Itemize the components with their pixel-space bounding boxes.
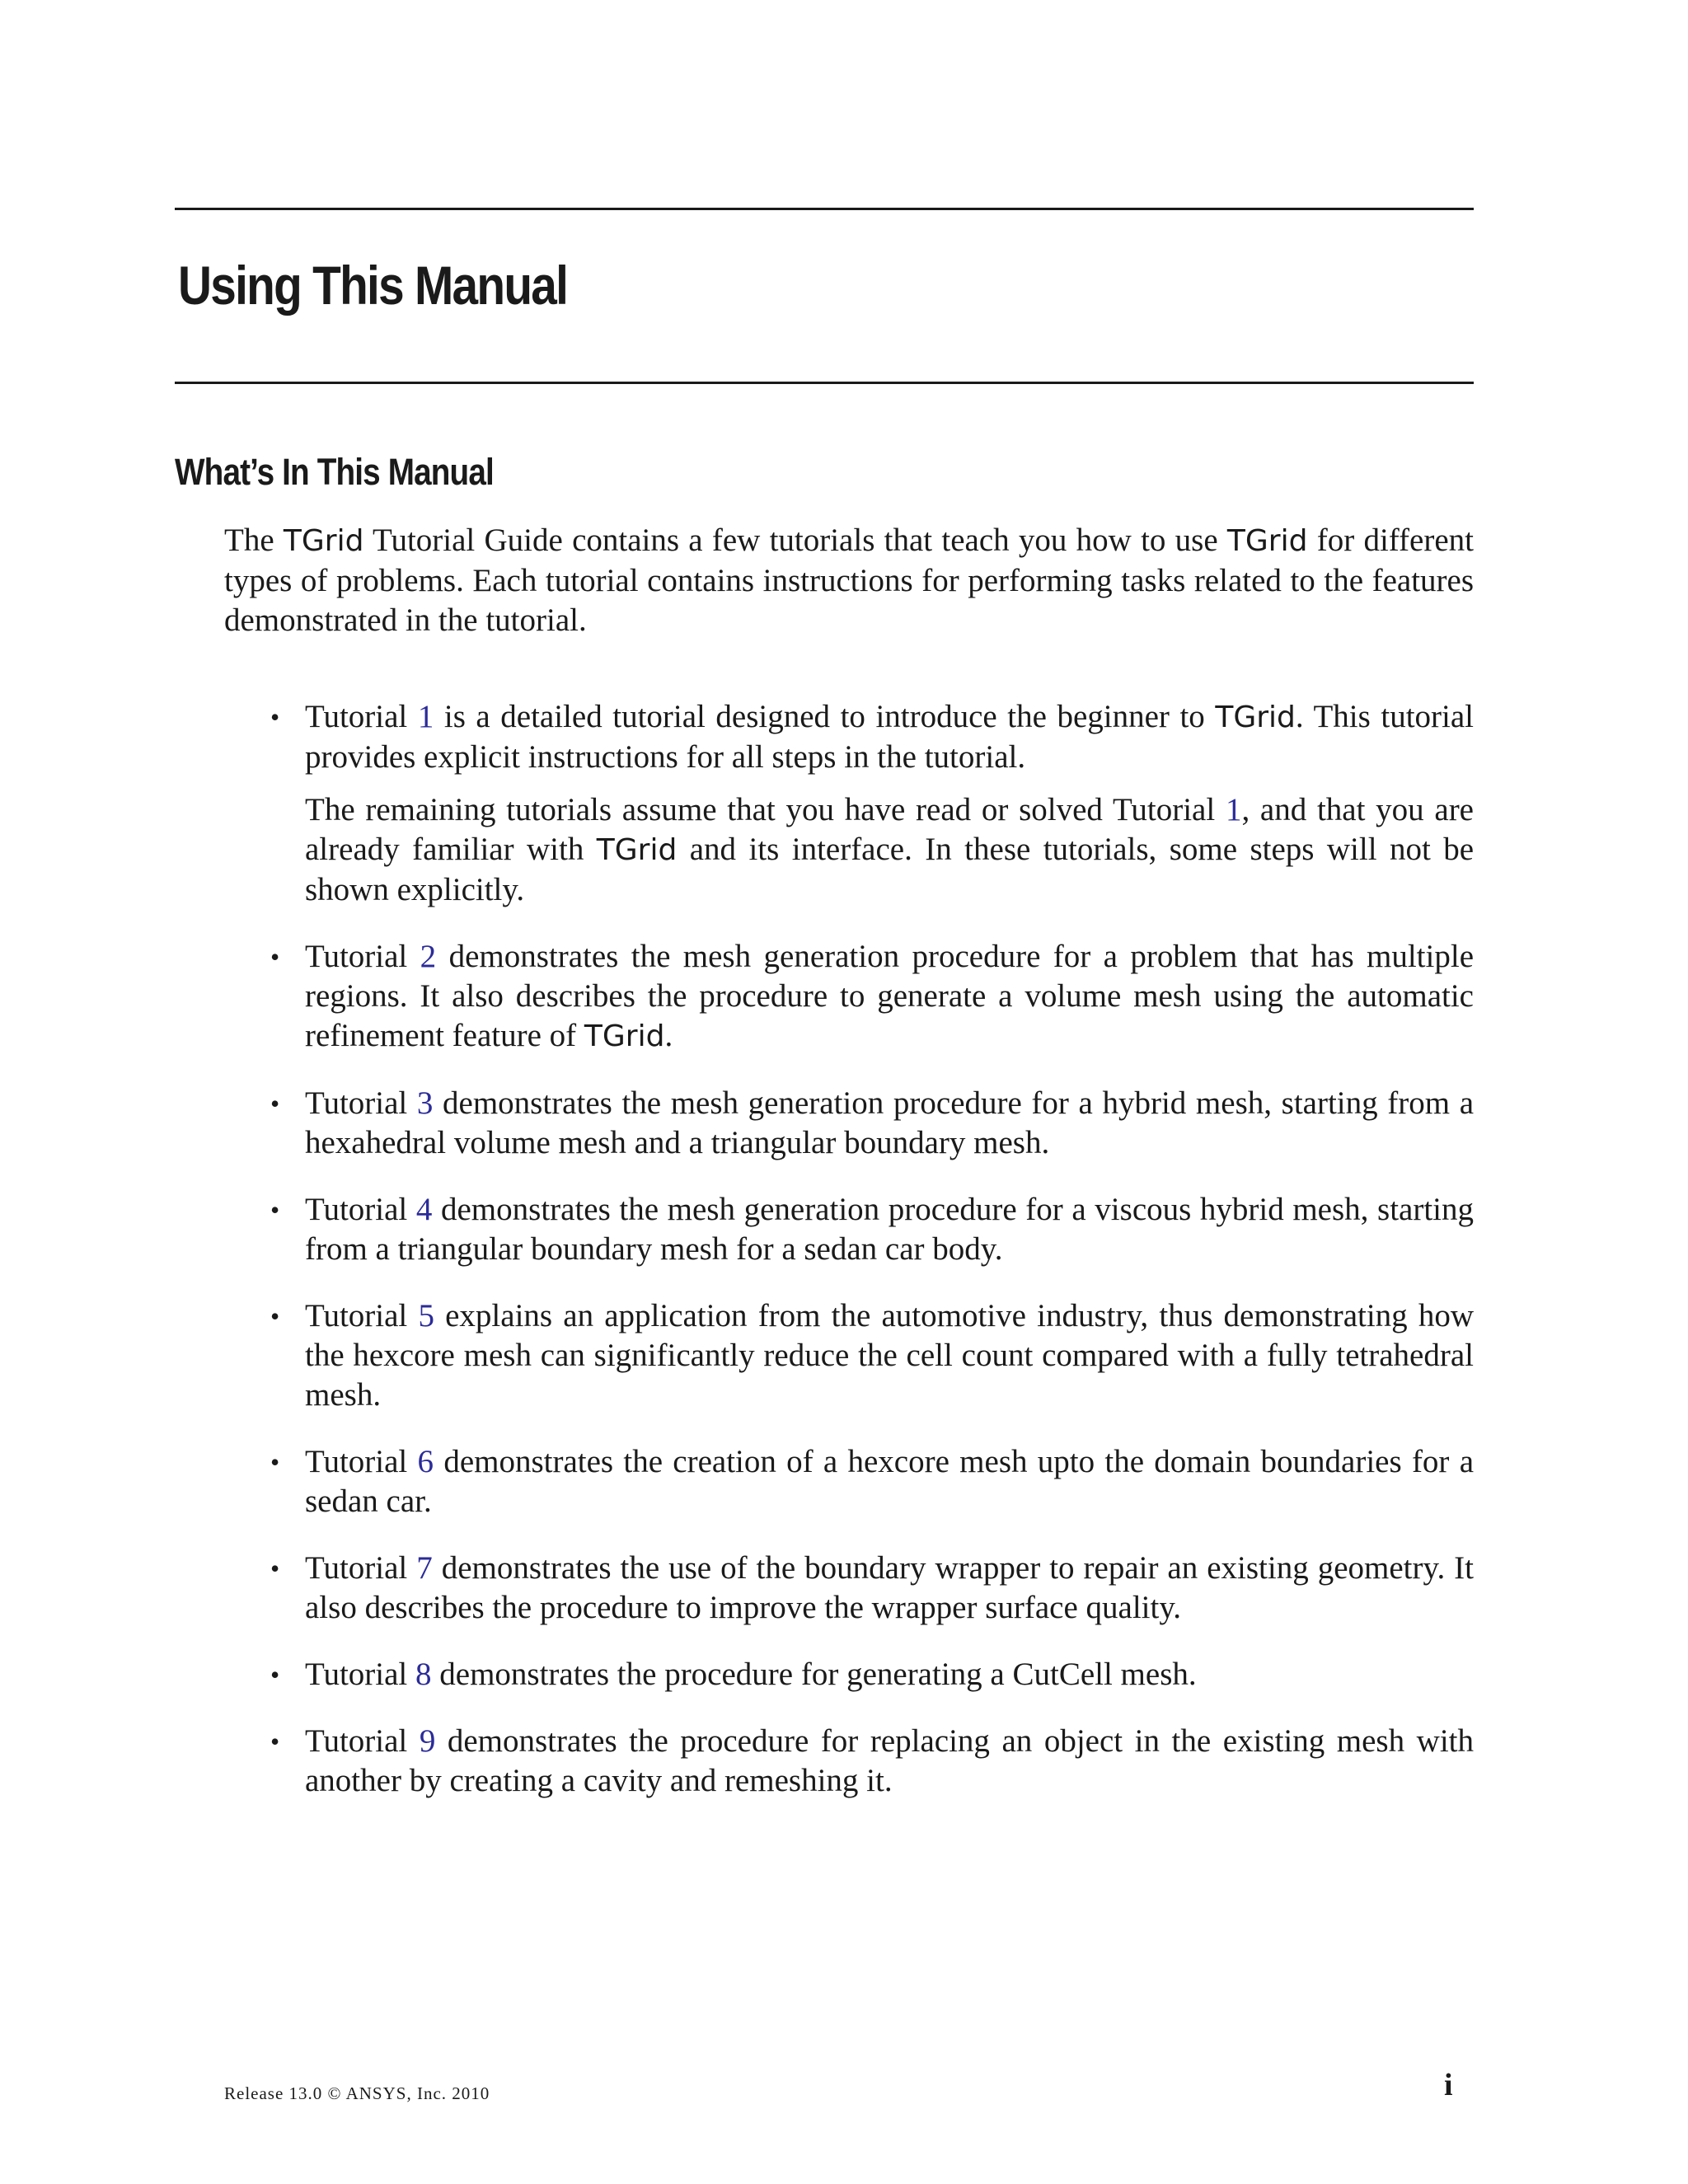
tutorial-item-5 <box>270 1296 1474 1415</box>
tutorial-word: Tutorial <box>305 1085 408 1121</box>
product-name: TGrid <box>1215 701 1296 734</box>
tutorial-text: demonstrates the use of the boundary wrapper to repair an existing geometry. It also describes the procedure to improve the wrapper surface quality. <box>305 1550 1474 1625</box>
tutorial-text: demonstrates the procedure for replacing an object in the existing mesh with another by creating a cavity and remeshing it. <box>305 1723 1474 1798</box>
tutorial-text: . <box>664 1018 673 1053</box>
tutorial-link-1-ref[interactable]: 1 <box>1225 792 1242 827</box>
tutorial-word: Tutorial <box>305 1550 408 1586</box>
product-name: TGrid <box>584 1019 665 1053</box>
section-title: What’s In This Manual <box>175 451 494 493</box>
chapter-title: Using This Manual <box>178 255 568 316</box>
bullet-icon: • <box>270 1195 280 1225</box>
tutorial-word: Tutorial <box>305 1192 408 1227</box>
tutorial-link-5[interactable]: 5 <box>418 1298 434 1333</box>
tutorial-item-1 <box>270 697 1474 910</box>
tutorial-link-9[interactable]: 9 <box>419 1723 436 1759</box>
bullet-icon: • <box>270 1660 280 1690</box>
tutorial-text: is a detailed tutorial designed to introduce the beginner to <box>434 699 1216 734</box>
tutorial-link-8[interactable]: 8 <box>415 1657 432 1692</box>
tutorial-item-2 <box>270 937 1474 1057</box>
tutorial-text: demonstrates the mesh generation procedure for a viscous hybrid mesh, starting from a triangular boundary mesh for a sedan car body. <box>305 1192 1475 1267</box>
bottom-rule <box>175 382 1474 384</box>
tutorial-item-6 <box>270 1442 1474 1521</box>
tutorial-word: Tutorial <box>305 1657 408 1692</box>
tutorial-text: explains an application from the automotive industry, thus demonstrating how the hexcore mesh can significantly reduce the cell count compared with a fully tetrahedral mesh. <box>305 1298 1475 1413</box>
bullet-icon: • <box>270 702 280 732</box>
footer-release: Release 13.0 © ANSYS, Inc. 2010 <box>224 2083 490 2103</box>
tutorial-text: demonstrates the mesh generation procedure for a problem that has multiple regions. It also describes the procedure to generate a volume mesh using the automatic refinement feature of <box>305 939 1475 1053</box>
tutorial-item-4 <box>270 1190 1474 1269</box>
intro-text-1: The <box>224 523 284 558</box>
page-number: i <box>1444 2068 1453 2102</box>
intro-text-2: Tutorial Guide contains a few tutorials that teach you how to use <box>363 523 1227 558</box>
bullet-icon: • <box>270 942 280 972</box>
tutorial-text: demonstrates the mesh generation procedure for a hybrid mesh, starting from a hexahedral volume mesh and a triangular boundary mesh. <box>305 1085 1474 1160</box>
tutorial-word: Tutorial <box>305 1298 408 1333</box>
top-rule <box>175 208 1474 210</box>
tutorial-link-7[interactable]: 7 <box>416 1550 433 1586</box>
product-name: TGrid <box>596 833 678 867</box>
note-text: , and that you are already familiar with <box>305 792 1474 867</box>
tutorial-link-6[interactable]: 6 <box>417 1444 434 1479</box>
product-name: TGrid <box>1226 524 1308 558</box>
tutorial-text: demonstrates the procedure for generating a CutCell mesh. <box>431 1657 1197 1692</box>
tutorial-item-7 <box>270 1549 1474 1628</box>
tutorial-item-8 <box>270 1655 1474 1694</box>
tutorial-word: Tutorial <box>305 1723 408 1759</box>
tutorial-note <box>305 790 1474 910</box>
bullet-icon: • <box>270 1301 280 1331</box>
product-name: TGrid <box>283 524 364 558</box>
tutorial-link-2[interactable]: 2 <box>420 939 437 974</box>
tutorial-item-3 <box>270 1084 1474 1163</box>
tutorial-text: . This tutorial provides explicit instructions for all steps in the tutorial. <box>305 699 1474 775</box>
tutorial-list <box>270 697 1474 1828</box>
bullet-icon: • <box>270 1447 280 1477</box>
tutorial-link-1[interactable]: 1 <box>417 699 434 734</box>
tutorial-word: Tutorial <box>305 699 408 734</box>
note-text: The remaining tutorials assume that you have read or solved Tutorial <box>305 792 1226 827</box>
tutorial-item-9 <box>270 1722 1474 1801</box>
tutorial-link-4[interactable]: 4 <box>415 1192 433 1227</box>
tutorial-word: Tutorial <box>305 1444 408 1479</box>
intro-text-3: for different types of problems. Each tutorial contains instructions for performing tasks related to the features demonstrated in the tutorial. <box>224 523 1474 638</box>
note-text: and its interface. In these tutorials, some steps will not be shown explicitly. <box>305 832 1475 907</box>
intro-paragraph <box>224 521 1474 640</box>
tutorial-word: Tutorial <box>305 939 408 974</box>
tutorial-link-3[interactable]: 3 <box>416 1085 434 1121</box>
bullet-icon: • <box>270 1554 280 1583</box>
bullet-icon: • <box>270 1089 280 1118</box>
bullet-icon: • <box>270 1727 280 1756</box>
tutorial-text: demonstrates the creation of a hexcore mesh upto the domain boundaries for a sedan car. <box>305 1444 1475 1519</box>
